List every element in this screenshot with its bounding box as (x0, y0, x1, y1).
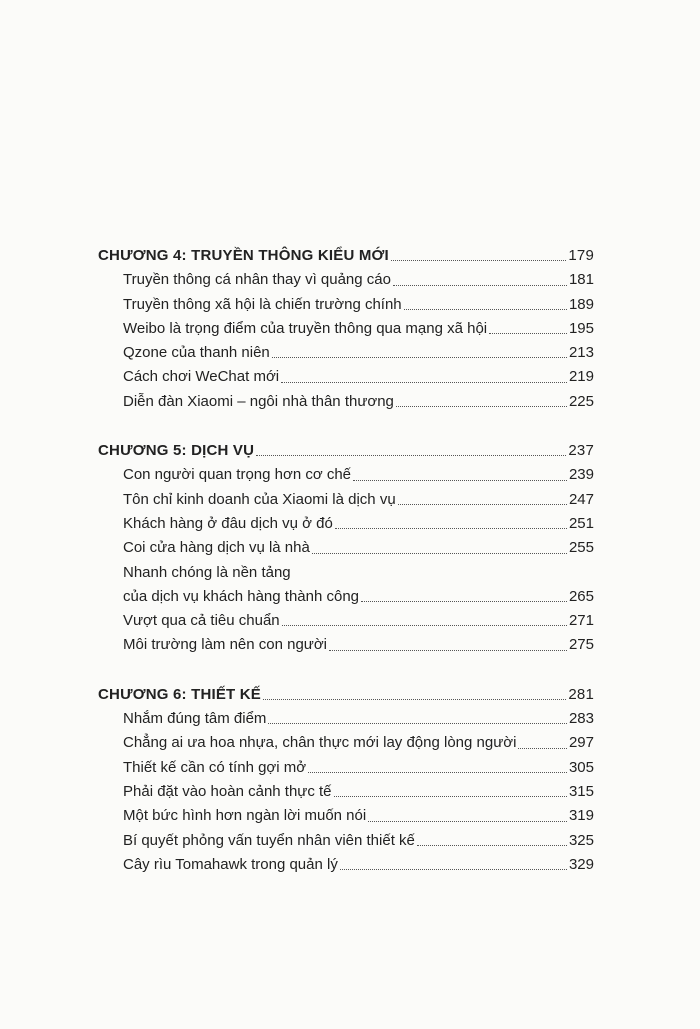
toc-entry (98, 390, 594, 414)
toc-entry (98, 463, 594, 487)
page-number: 275 (568, 636, 594, 654)
toc-entry (98, 829, 594, 853)
dot-leader (404, 309, 567, 310)
chapter-heading (98, 244, 594, 268)
page-number: 239 (568, 466, 594, 484)
page-number: 237 (568, 442, 594, 460)
toc-entry (98, 804, 594, 828)
dot-leader (489, 333, 567, 334)
page-number: 305 (568, 758, 594, 776)
dot-leader (398, 504, 567, 505)
entry-title: Thiết kế cần có tính gợi mở (123, 758, 307, 776)
toc-entry (98, 488, 594, 512)
dot-leader (335, 528, 567, 529)
toc-entry (98, 731, 594, 755)
toc-entry (98, 780, 594, 804)
dot-leader (340, 869, 567, 870)
entry-title: Cây rìu Tomahawk trong quản lý (123, 855, 338, 873)
toc-entry (98, 512, 594, 536)
page-number: 255 (568, 539, 594, 557)
chapter-heading (98, 683, 594, 707)
dot-leader (393, 285, 567, 286)
toc-entry (98, 293, 594, 317)
entry-title: Phải đặt vào hoàn cảnh thực tế (123, 782, 332, 800)
entry-title: Con người quan trọng hơn cơ chế (123, 466, 352, 484)
page-number: 181 (568, 271, 594, 289)
page-number: 247 (568, 490, 594, 508)
dot-leader (281, 382, 567, 383)
entry-title: Weibo là trọng điểm của truyền thông qua mạng xã hội (123, 319, 488, 337)
page-number: 219 (568, 368, 594, 386)
dot-leader (272, 357, 567, 358)
dot-leader (334, 796, 567, 797)
dot-leader (282, 625, 567, 626)
dot-leader (361, 601, 567, 602)
entry-title: Coi cửa hàng dịch vụ là nhà (123, 539, 310, 557)
page-number: 265 (568, 587, 594, 605)
toc-entry (98, 633, 594, 657)
entry-title: Truyền thông cá nhân thay vì quảng cáo (123, 271, 391, 289)
entry-title: Môi trường làm nên con người (123, 636, 328, 654)
page-number: 271 (568, 612, 594, 630)
dot-leader (518, 748, 567, 749)
entry-title: của dịch vụ khách hàng thành công (123, 587, 360, 605)
toc-entry (98, 341, 594, 365)
chapter-4-section (98, 244, 594, 414)
dot-leader (353, 480, 567, 481)
page-number: 225 (568, 392, 594, 410)
toc-entry (98, 561, 594, 585)
entry-title: Nhắm đúng tâm điểm (123, 710, 267, 728)
toc-entry (98, 853, 594, 877)
toc-entry (98, 317, 594, 341)
page-number: 195 (568, 319, 594, 337)
entry-title: Chẳng ai ưa hoa nhựa, chân thực mới lay động lòng người (123, 734, 517, 752)
entry-title: Nhanh chóng là nền tảng (123, 563, 291, 581)
toc-entry (98, 268, 594, 292)
chapter-6-section (98, 683, 594, 877)
toc-entry (98, 707, 594, 731)
page-number: 179 (568, 247, 594, 264)
toc-entry (98, 609, 594, 633)
dot-leader (256, 455, 566, 456)
entry-title: Khách hàng ở đâu dịch vụ ở đó (123, 514, 333, 532)
entry-title: Qzone của thanh niên (123, 344, 270, 362)
page-number: 325 (568, 831, 594, 849)
chapter-title: CHƯƠNG 6: THIẾT KẾ (98, 685, 262, 703)
toc-entry (98, 536, 594, 560)
dot-leader (396, 406, 567, 407)
entry-title: Cách chơi WeChat mới (123, 368, 280, 386)
dot-leader (329, 650, 567, 651)
chapter-heading (98, 439, 594, 463)
page-number: 189 (568, 295, 594, 313)
page-number: 281 (568, 685, 594, 703)
dot-leader (268, 723, 567, 724)
entry-title: Một bức hình hơn ngàn lời muốn nói (123, 807, 367, 825)
page-number: 297 (568, 734, 594, 752)
dot-leader (263, 699, 566, 700)
dot-leader (308, 772, 567, 773)
chapter-5-section (98, 439, 594, 658)
toc-entry (98, 756, 594, 780)
page-number: 213 (568, 344, 594, 362)
dot-leader (391, 260, 566, 261)
entry-title: Bí quyết phỏng vấn tuyển nhân viên thiết kế (123, 831, 415, 849)
entry-title: Diễn đàn Xiaomi – ngôi nhà thân thương (123, 392, 394, 410)
dot-leader (368, 821, 567, 822)
entry-title: Truyền thông xã hội là chiến trường chính (123, 295, 402, 313)
toc-entry (98, 365, 594, 389)
page-number: 251 (568, 514, 594, 532)
page-number: 283 (568, 710, 594, 728)
toc-entry (98, 585, 594, 609)
table-of-contents (98, 244, 594, 902)
entry-title: Vượt qua cả tiêu chuẩn (123, 612, 280, 630)
dot-leader (312, 553, 567, 554)
dot-leader (417, 845, 567, 846)
page-number: 329 (568, 855, 594, 873)
page-number: 315 (568, 782, 594, 800)
chapter-title: CHƯƠNG 5: DỊCH VỤ (98, 442, 255, 460)
entry-title: Tôn chỉ kinh doanh của Xiaomi là dịch vụ (123, 490, 396, 508)
chapter-title: CHƯƠNG 4: TRUYỀN THÔNG KIỂU MỚI (98, 247, 389, 264)
page-number: 319 (568, 807, 594, 825)
